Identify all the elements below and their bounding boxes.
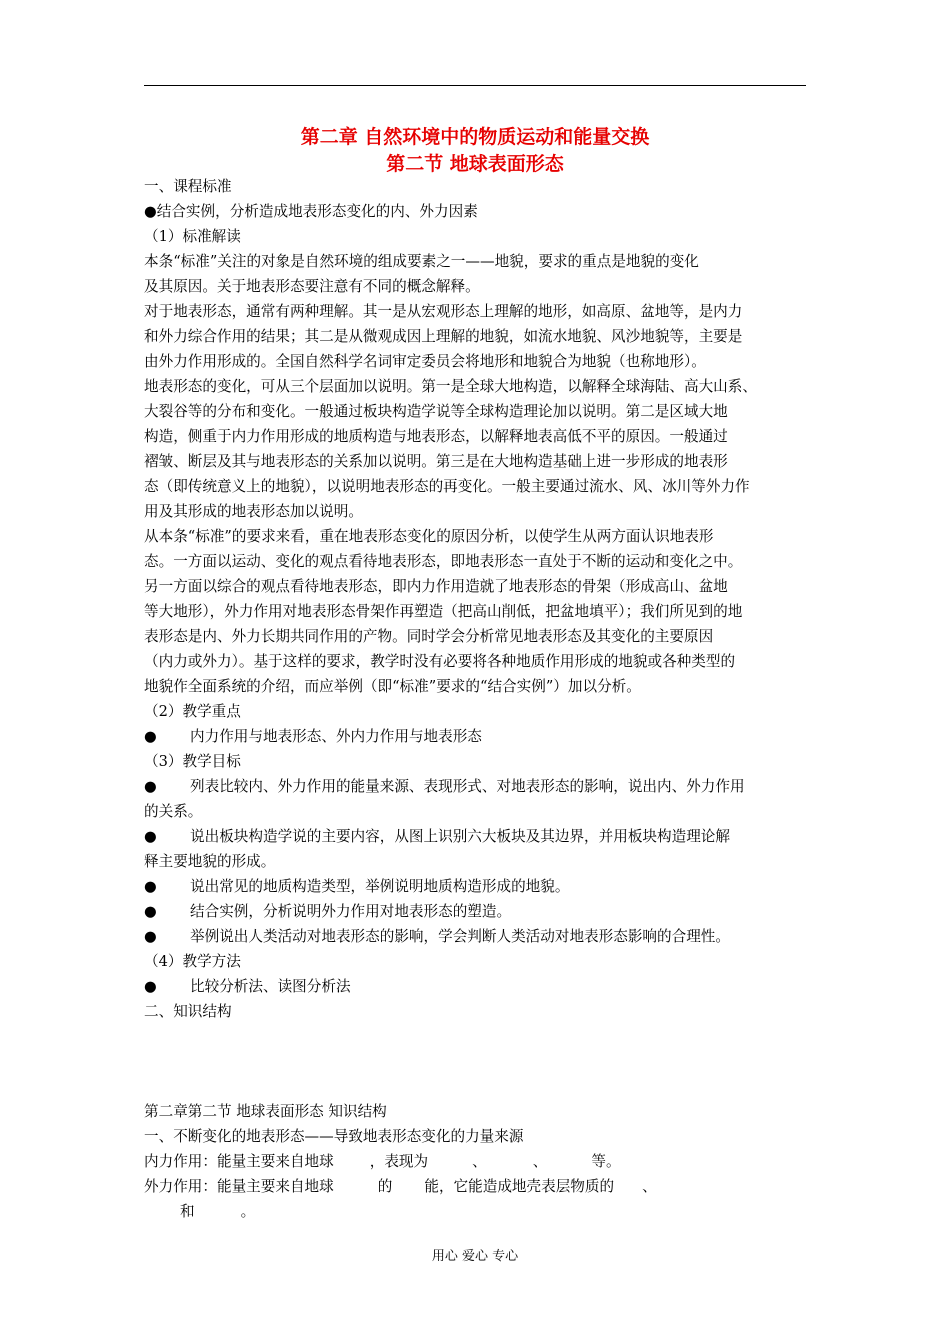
bullet-item: ● 举例说出人类活动对地表形态的影响，学会判断人类活动对地表形态影响的合理性。 [144, 924, 812, 949]
bullet-item: ● 列表比较内、外力作用的能量来源、表现形式、对地表形态的影响，说出内、外力作用 [144, 774, 812, 799]
fill-in-line-internal: 内力作用：能量主要来自地球 ，表现为 、 、 等。 [144, 1153, 621, 1170]
section-title: 第二节 地球表面形态 [386, 153, 564, 175]
bullet-continuation: 的关系。 [144, 803, 203, 820]
heading-knowledge-structure: 二、知识结构 [144, 1003, 232, 1020]
heading-course-standard: 一、课程标准 [144, 178, 232, 195]
blank-space [144, 1024, 812, 1099]
paragraph-line: 等大地形），外力作用对地表形态骨架作再塑造（把高山削低，把盆地填平）；我们所见到的地 [144, 603, 743, 620]
bullet-item: ● 比较分析法、读图分析法 [144, 974, 812, 999]
paragraph-line: 褶皱、断层及其与地表形态的关系加以说明。第三是在大地构造基础上进一步形成的地表形 [144, 453, 728, 470]
knowledge-heading: 一、不断变化的地表形态——导致地表形态变化的力量来源 [144, 1128, 524, 1145]
bullet-icon: ● [144, 728, 157, 745]
paragraph-line: 构造，侧重于内力作用形成的地质构造与地表形态，以解释地表高低不平的原因。一般通过 [144, 428, 728, 445]
document-body [144, 174, 812, 1224]
page-footer: 用心 爱心 专心 [431, 1249, 519, 1264]
bullet-icon: ● [144, 978, 157, 995]
paragraph-line: 及其原因。关于地表形态要注意有不同的概念解释。 [144, 278, 480, 295]
paragraph-line: 由外力作用形成的。全国自然科学名词审定委员会将地形和地貌合为地貌（也称地形）。 [144, 353, 706, 370]
paragraph-line: 对于地表形态，通常有两种理解。其一是从宏观形态上理解的地形，如高原、盆地等，是内力 [144, 303, 743, 320]
subheading-objectives: （3）教学目标 [144, 753, 241, 770]
paragraph-line: （内力或外力）。基于这样的要求，教学时没有必要将各种地质作用形成的地貌或各种类型的 [144, 653, 736, 670]
bullet-item: ● 结合实例，分析说明外力作用对地表形态的塑造。 [144, 899, 812, 924]
subheading-methods: （4）教学方法 [144, 953, 241, 970]
paragraph-line: 用及其形成的地表形态加以说明。 [144, 503, 363, 520]
bullet-icon: ● [144, 878, 157, 895]
knowledge-title: 第二章第二节 地球表面形态 知识结构 [144, 1103, 387, 1120]
subheading-key-points: （2）教学重点 [144, 703, 241, 720]
subheading-interpretation: （1）标准解读 [144, 228, 241, 245]
bullet-icon: ● [144, 928, 157, 945]
fill-in-line-external: 外力作用：能量主要来自地球 的 能，它能造成地壳表层物质的 、 [144, 1178, 657, 1195]
paragraph-line: 大裂谷等的分布和变化。一般通过板块构造学说等全球构造理论加以说明。第二是区域大地 [144, 403, 728, 420]
bullet-continuation: 释主要地貌的形成。 [144, 853, 276, 870]
paragraph-line: 从本条“标准”的要求来看，重在地表形态变化的原因分析，以使学生从两方面认识地表形 [144, 528, 714, 545]
paragraph-line: 地貌作全面系统的介绍，而应举例（即“标准”要求的“结合实例”）加以分析。 [144, 678, 641, 695]
bullet-item: ● 说出常见的地质构造类型，举例说明地质构造形成的地貌。 [144, 874, 812, 899]
paragraph-line: 表形态是内、外力长期共同作用的产物。同时学会分析常见地表形态及其变化的主要原因 [144, 628, 714, 645]
bullet-item: ● 内力作用与地表形态、外内力作用与地表形态 [144, 724, 812, 749]
chapter-title: 第二章 自然环境中的物质运动和能量交换 [300, 126, 650, 148]
bullet-item: ● 说出板块构造学说的主要内容，从图上识别六大板块及其边界，并用板块构造理论解 [144, 824, 812, 849]
paragraph-line: 态。一方面以运动、变化的观点看待地表形态，即地表形态一直处于不断的运动和变化之中。 [144, 553, 743, 570]
paragraph-line: 另一方面以综合的观点看待地表形态，即内力作用造就了地表形态的骨架（形成高山、盆地 [144, 578, 728, 595]
paragraph-line: 本条“标准”关注的对象是自然环境的组成要素之一——地貌，要求的重点是地貌的变化 [144, 253, 699, 270]
paragraph-line: 态（即传统意义上的地貌），以说明地表形态的再变化。一般主要通过流水、风、冰川等外力作 [144, 478, 750, 495]
fill-in-line-continuation: 和 。 [180, 1203, 256, 1220]
paragraph-line: 和外力综合作用的结果；其二是从微观成因上理解的地貌，如流水地貌、风沙地貌等，主要是 [144, 328, 743, 345]
bullet-icon: ● [144, 828, 157, 845]
header-rule [144, 85, 806, 86]
standard-item: ●结合实例，分析造成地表形态变化的内、外力因素 [144, 203, 478, 220]
paragraph-line: 地表形态的变化，可从三个层面加以说明。第一是全球大地构造，以解释全球海陆、高大山系、 [144, 378, 757, 395]
bullet-icon: ● [144, 903, 157, 920]
bullet-icon: ● [144, 778, 157, 795]
